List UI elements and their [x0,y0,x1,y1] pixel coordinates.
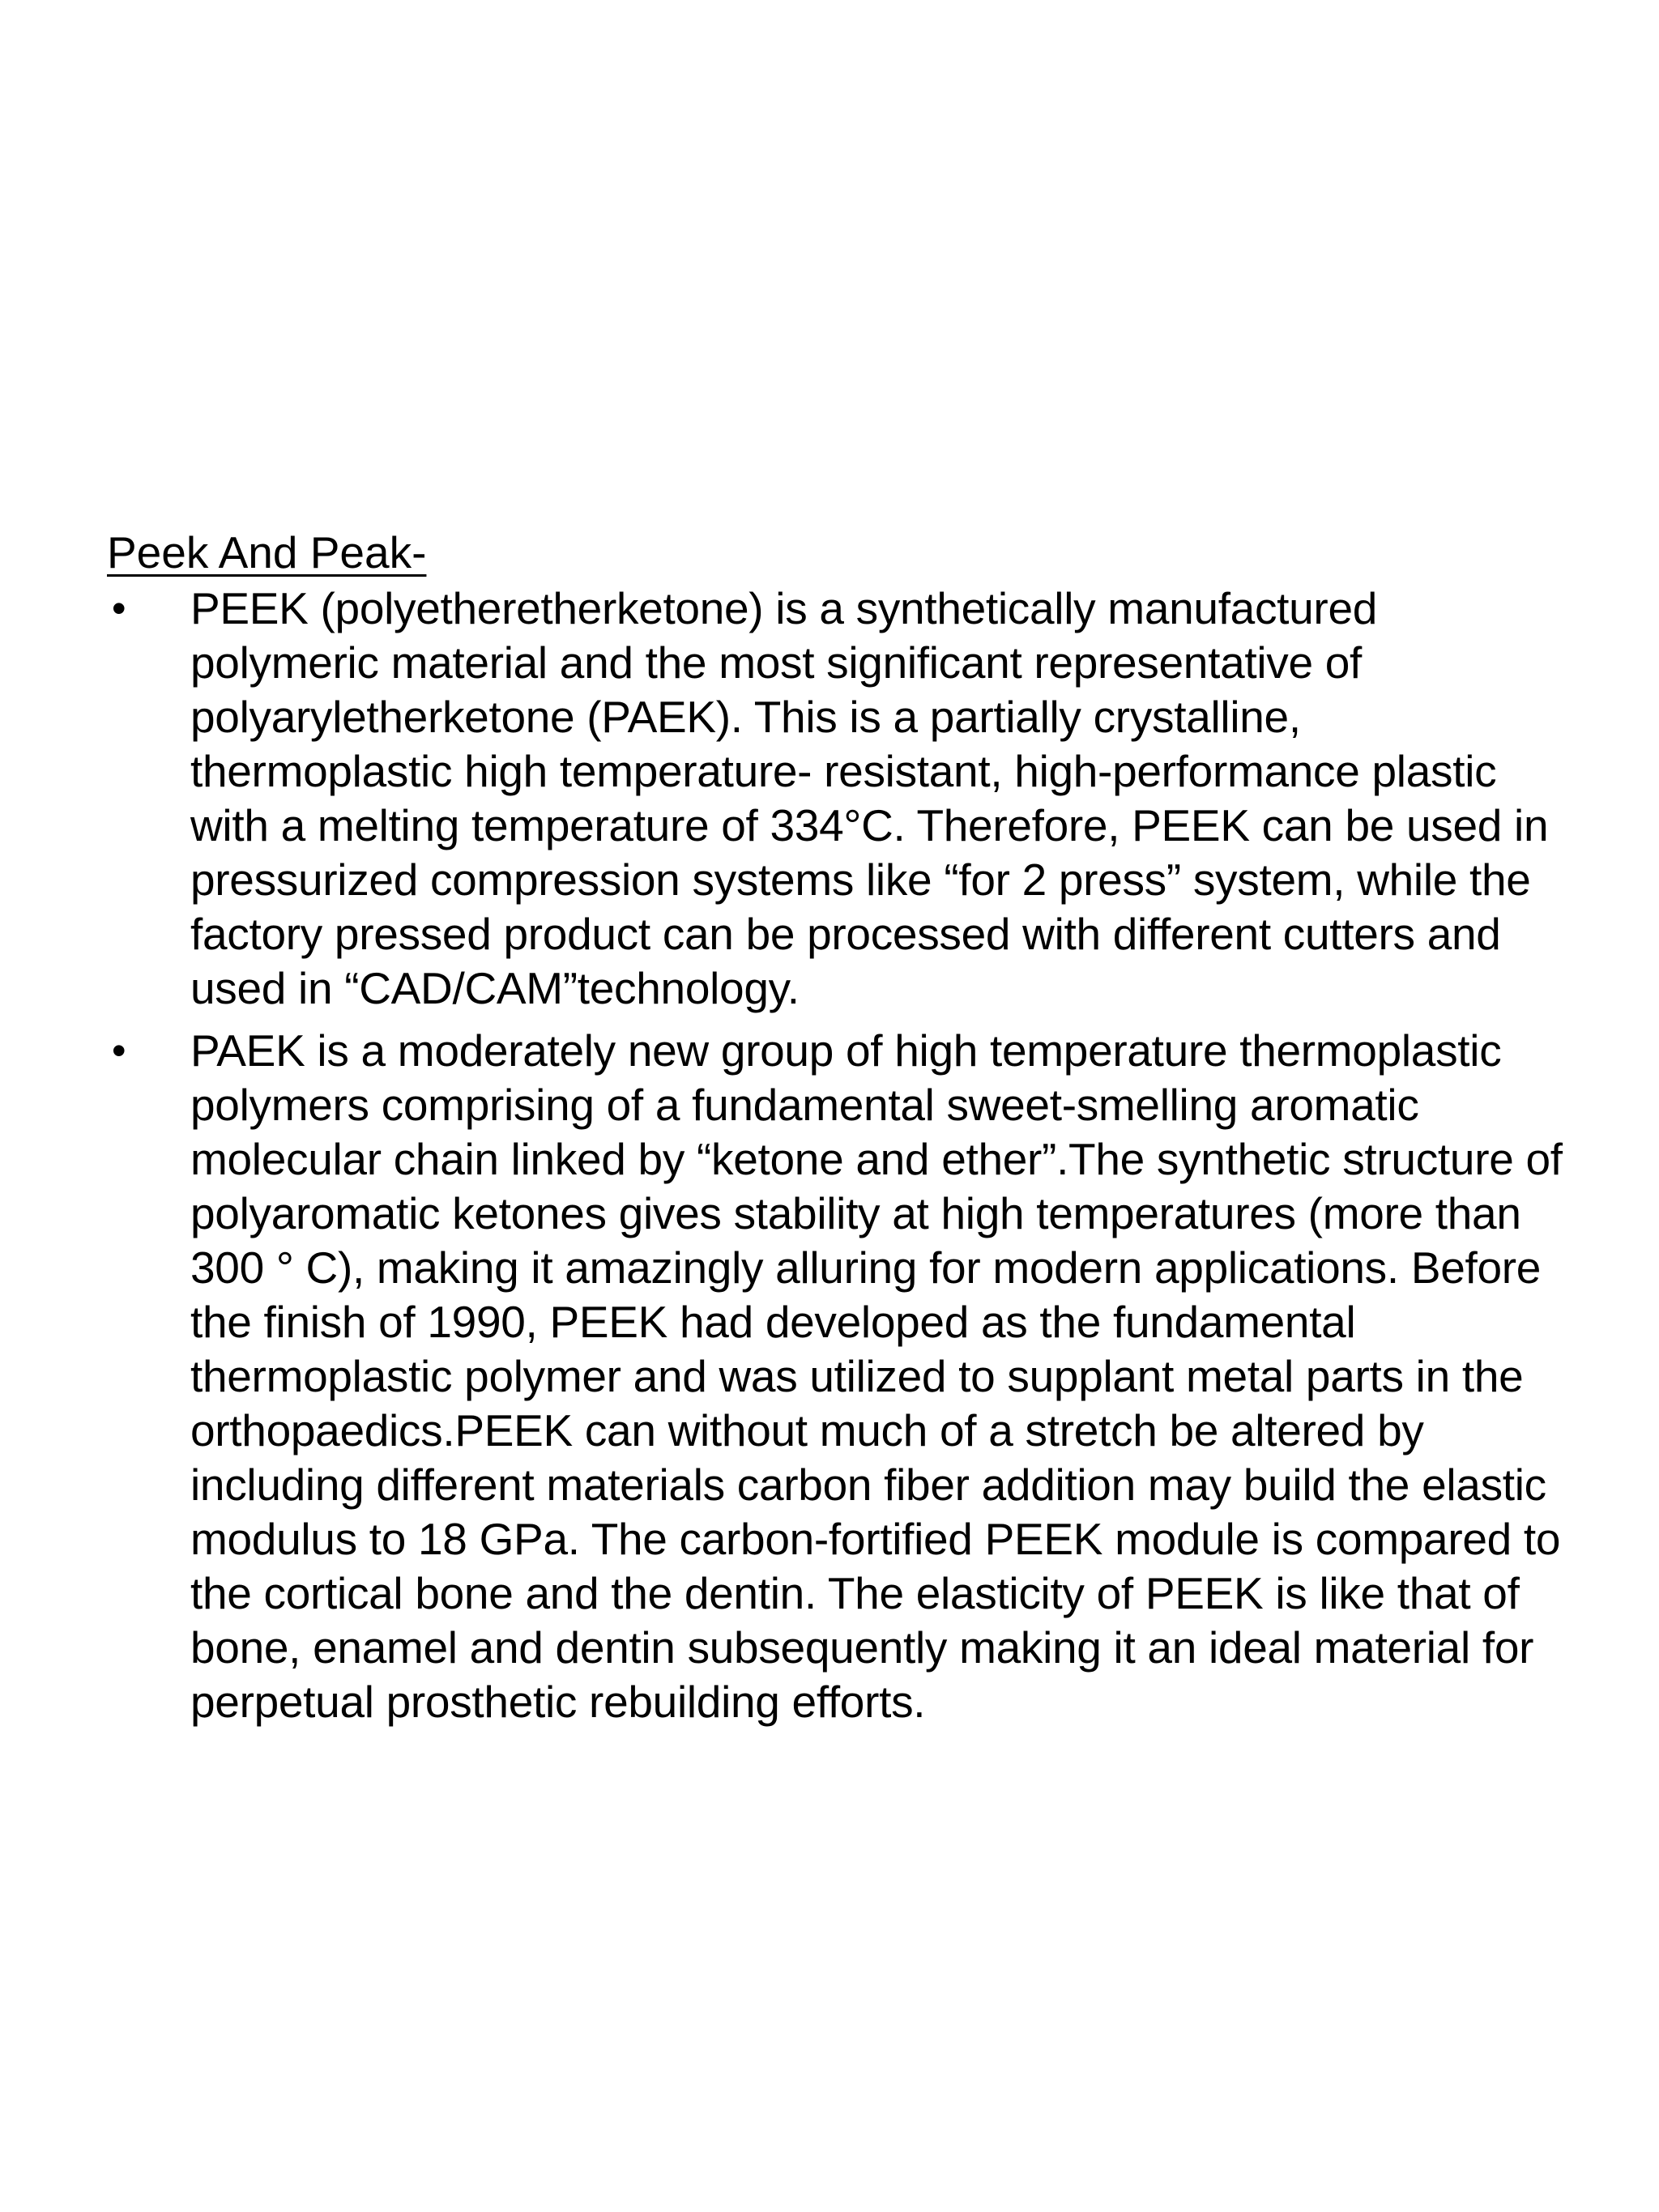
bullet-icon: • [112,586,126,631]
bullet-text: PEEK (polyetheretherketone) is a synthetically manufactured polymeric material and the most significant representative of polyaryletherketone (PAEK). This is a partially crystalline, thermoplastic high temperature- resistant, high-performance plastic with a melting temperature of 334°C. Therefore, PEEK can be used in pressurized compression systems like “for 2 press” system, while the factory pressed product can be processed with different cutters and used in “CAD/CAM”technology. [190,583,1549,1013]
bullet-text: PAEK is a moderately new group of high temperature thermoplastic polymers comprising of a fundamental sweet-smelling aromatic molecular chain linked by “ketone and ether”.The synthetic structure of polyaromatic ketones gives stability at high temperatures (more than 300 ° C), making it amazingly alluring for modern applications. Before the finish of 1990, PEEK had developed as the fundamental thermoplastic polymer and was utilized to supplant metal parts in the orthopaedics.PEEK can without much of a stretch be altered by including different materials carbon fiber addition may build the elastic modulus to 18 GPa. The carbon-fortified PEEK module is compared to the cortical bone and the dentin. The elasticity of PEEK is like that of bone, enamel and dentin subsequently making it an ideal material for perpetual prosthetic rebuilding efforts. [190,1025,1563,1727]
bullet-list [107,582,1565,1729]
bullet-item-peek [107,582,1565,1016]
bullet-item-paek [107,1024,1565,1729]
slide-content [107,525,1565,1737]
bullet-icon: • [112,1028,126,1073]
slide-heading: Peek And Peak- [107,527,427,578]
